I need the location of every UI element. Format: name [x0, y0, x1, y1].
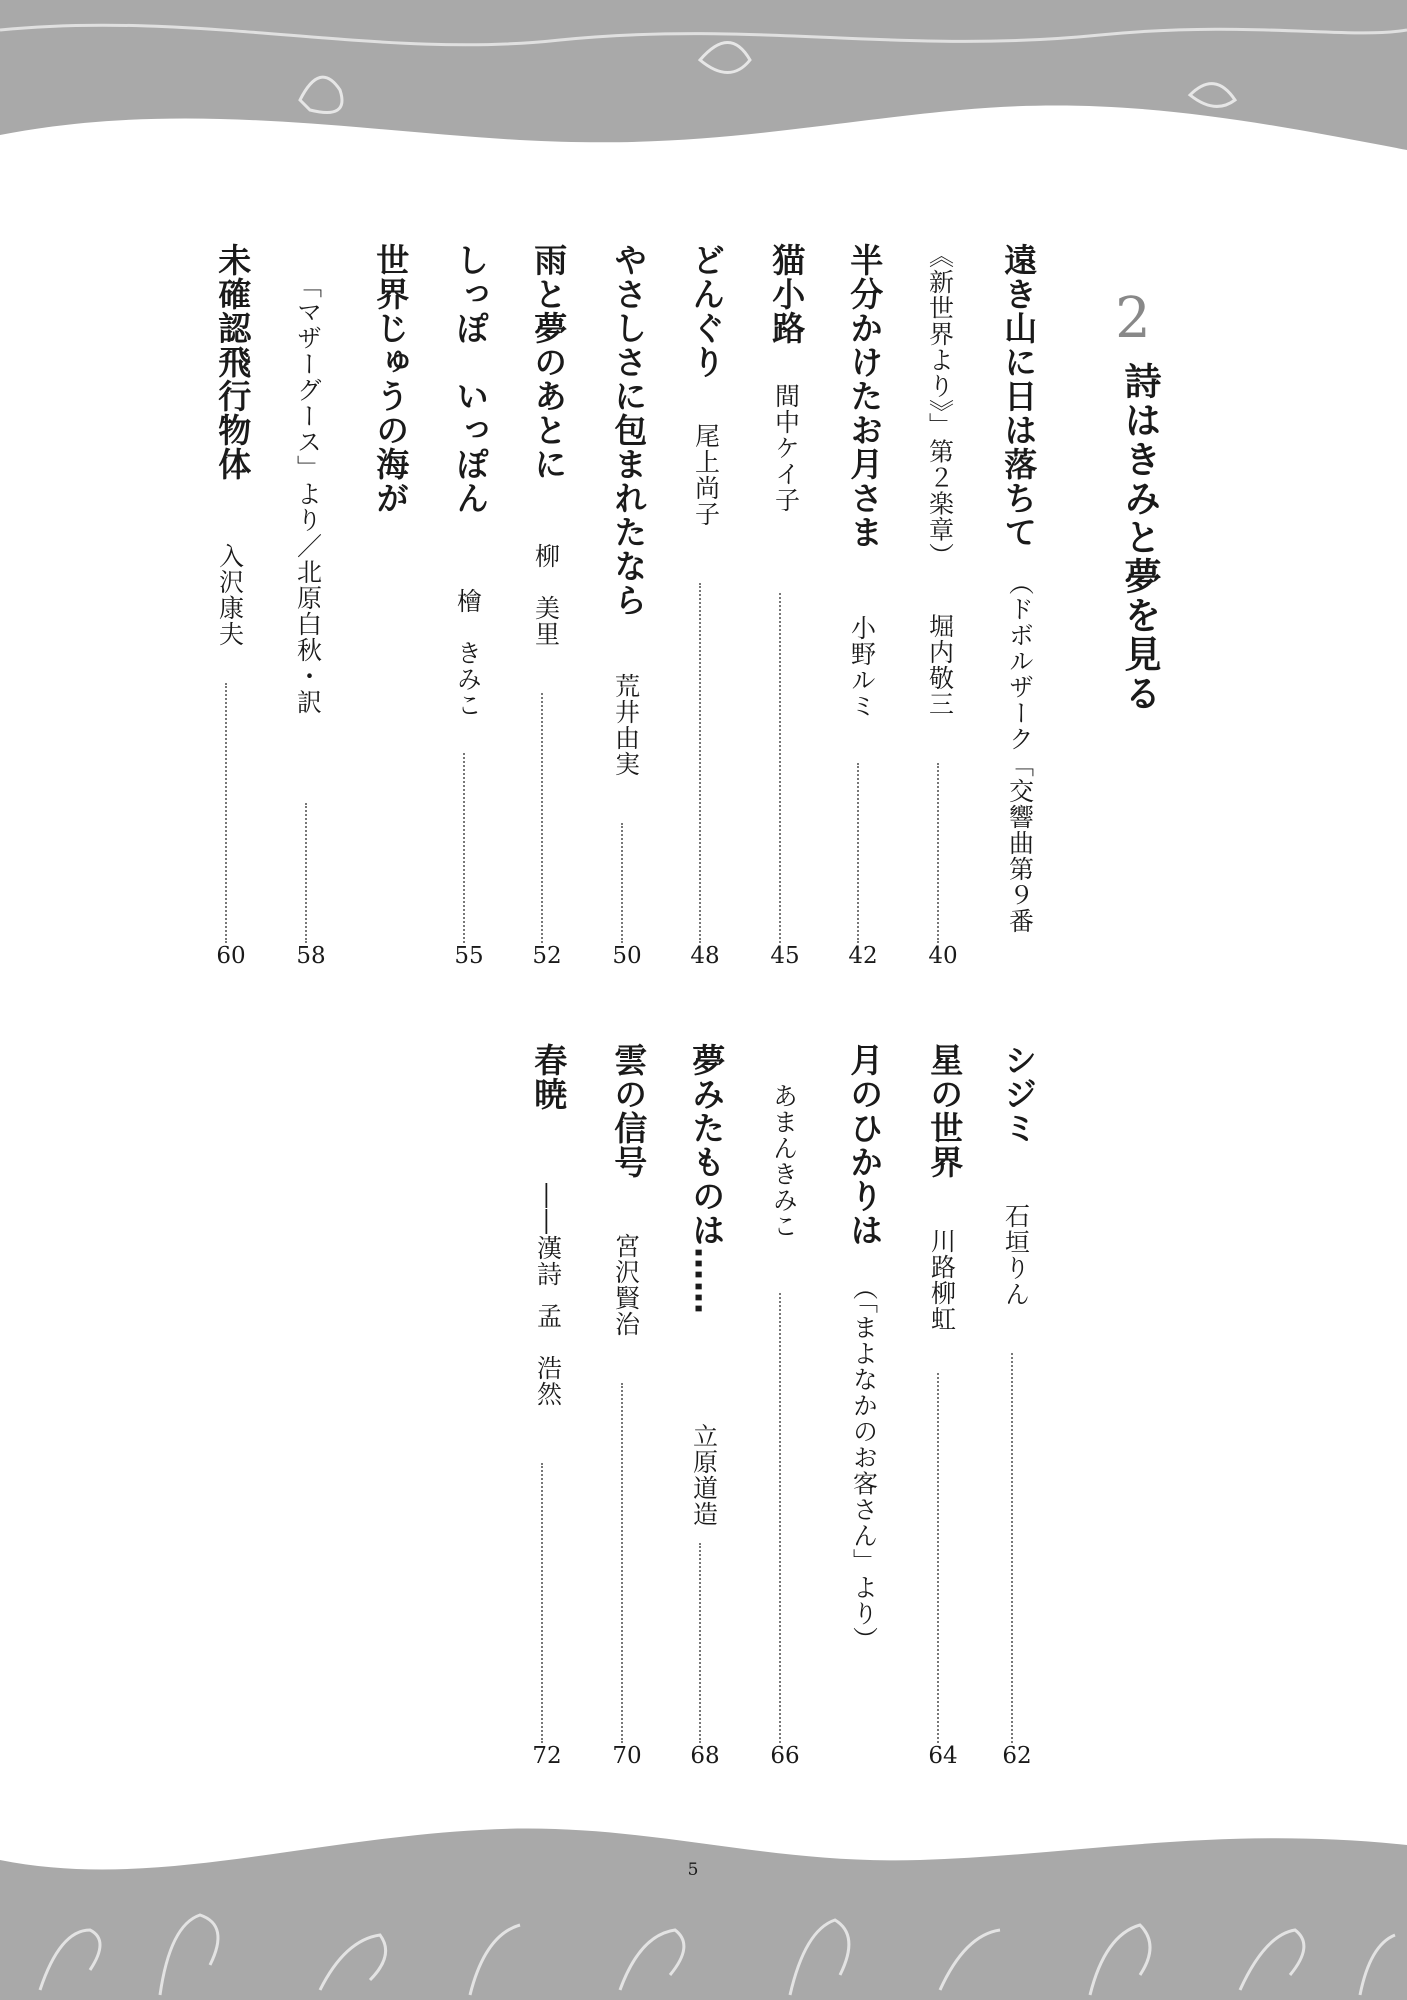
- entry-author: 堀内敬三: [925, 613, 955, 717]
- page-number: 58: [296, 943, 326, 969]
- page-leader: [305, 803, 307, 943]
- entry-author: 小野ルミ: [847, 615, 877, 719]
- toc-entry[interactable]: [748, 1043, 822, 1783]
- page-leader: [621, 823, 623, 943]
- page-number: 70: [612, 1743, 642, 1769]
- page-number: 45: [770, 943, 800, 969]
- toc-entry[interactable]: [590, 1043, 664, 1783]
- toc-entry[interactable]: [510, 243, 584, 983]
- toc-entry[interactable]: [194, 243, 268, 983]
- page-leader: [621, 1383, 623, 1743]
- entry-author: 尾上尚子: [691, 423, 721, 527]
- toc-entry[interactable]: [590, 243, 664, 983]
- entry-subtitle: （「まよなかのお客さん」より）: [849, 1275, 879, 1653]
- page-number: 62: [1002, 1743, 1032, 1769]
- toc-entry[interactable]: [274, 243, 348, 983]
- entry-title: 半分かけたお月さま: [845, 243, 885, 549]
- page-number: 64: [928, 1743, 958, 1769]
- toc-entry[interactable]: [826, 243, 900, 983]
- toc-entry[interactable]: [668, 1043, 742, 1783]
- page-leader: [699, 583, 701, 943]
- toc-entry[interactable]: [980, 243, 1054, 983]
- entry-title: 雨と夢のあとに: [529, 243, 569, 481]
- entry-author: 間中ケイ子: [771, 383, 801, 513]
- page-leader: [541, 693, 543, 943]
- entry-subtitle: （ドボルザーク「交響曲第９番: [1005, 570, 1035, 934]
- entry-title: 雲の信号: [609, 1043, 649, 1179]
- toc-entry[interactable]: [748, 243, 822, 983]
- page-leader: [1011, 1353, 1013, 1743]
- entry-author: 宮沢賢治: [611, 1233, 641, 1337]
- entry-author: 川路柳虹: [927, 1228, 957, 1332]
- chapter-title: 詩はきみと夢を見る: [1118, 362, 1161, 713]
- entry-author: 孟 浩然: [533, 1303, 563, 1407]
- page-number: 68: [690, 1743, 720, 1769]
- page-number: 40: [928, 943, 958, 969]
- entry-author: あまんきみこ: [769, 1083, 799, 1239]
- toc-entry[interactable]: [668, 243, 742, 983]
- entry-title: 猫小路: [767, 243, 807, 345]
- entry-title: シジミ: [999, 1043, 1039, 1145]
- toc-entry[interactable]: [906, 243, 980, 983]
- entry-author: 柳 美里: [531, 543, 561, 647]
- entry-author: 入沢康夫: [215, 543, 245, 647]
- page-number: 48: [690, 943, 720, 969]
- toc-entry[interactable]: [906, 1043, 980, 1783]
- entry-title: 月のひかりは: [845, 1043, 885, 1247]
- toc-entry[interactable]: [826, 1043, 900, 1783]
- page-leader: [779, 1293, 781, 1743]
- entry-author: 檜 きみこ: [453, 588, 483, 718]
- entry-author: 荒井由実: [611, 673, 641, 777]
- page-number: 50: [612, 943, 642, 969]
- page-leader: [225, 683, 227, 943]
- page-number: 55: [454, 943, 484, 969]
- toc-entry[interactable]: [352, 243, 426, 983]
- entry-author: 立原道造: [689, 1423, 719, 1527]
- entry-title: 遠き山に日は落ちて: [999, 243, 1039, 549]
- entry-subtitle: 「マザーグース」より／北原白秋・訳: [293, 273, 323, 715]
- entry-subtitle: 《新世界より》」第２楽章）: [925, 243, 955, 569]
- page-leader: [541, 1463, 543, 1743]
- page-folio: 5: [687, 1860, 699, 1880]
- entry-title: しっぽ いっぽん: [451, 243, 491, 515]
- entry-title: やさしさに包まれたなら: [609, 243, 649, 617]
- page-number: 42: [848, 943, 878, 969]
- page-leader: [463, 753, 465, 943]
- page-number: 52: [532, 943, 562, 969]
- page-number: 66: [770, 1743, 800, 1769]
- chapter-number: 2: [1115, 286, 1151, 351]
- entry-title: どんぐり: [687, 243, 727, 379]
- toc-entry[interactable]: [980, 1043, 1054, 1783]
- page-leader: [779, 593, 781, 943]
- entry-title: 春暁: [529, 1043, 569, 1111]
- page-leader: [937, 763, 939, 943]
- entry-title: 世界じゅうの海が: [371, 243, 411, 515]
- entry-title: 未確認飛行物体: [213, 243, 253, 481]
- page-leader: [937, 1373, 939, 1743]
- page-leader: [857, 763, 859, 943]
- entry-title: 星の世界: [925, 1043, 965, 1179]
- entry-subtitle: ――漢詩: [533, 1183, 563, 1287]
- entry-title: 夢みたものは……: [687, 1043, 727, 1315]
- page-number: 60: [216, 943, 246, 969]
- toc-entry[interactable]: [432, 243, 506, 983]
- page-number: 72: [532, 1743, 562, 1769]
- page-leader: [699, 1543, 701, 1743]
- entry-author: 石垣りん: [1001, 1203, 1031, 1307]
- toc-entry[interactable]: [510, 1043, 584, 1783]
